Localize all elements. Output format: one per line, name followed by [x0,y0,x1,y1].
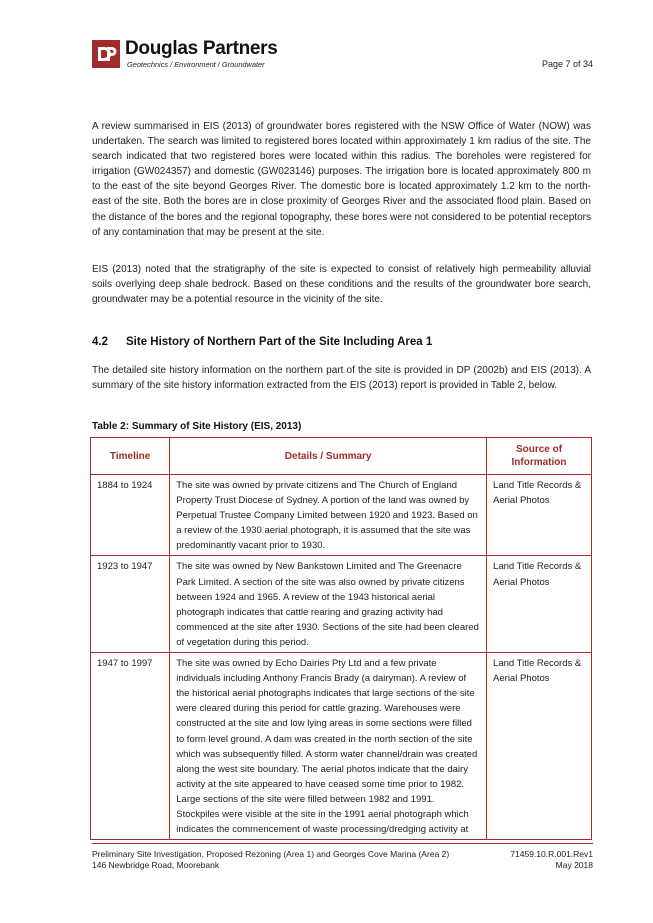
site-history-table [90,437,592,840]
groundwater-bores-paragraph: A review summarised in EIS (2013) of groundwater bores registered with the NSW Office of Water (NOW) was undertaken. The search was limited to registered bores located within approximately 1 km radius of the site. The search indicated that two registered bores were located within this radius. The boreholes were registered for irrigation (GW024357) and domestic (GW023146) purposes. The irrigation bore is located approximately 800 m to the east of the site beyond Georges River. The domestic bore is located approximately 1.2 km to the north-east of the site. Both the bores are in close proximity of Georges River and the associated flood plain. Based on the distance of the bores and the regional topography, these bores were not considered to be potential receptors of any contamination that may be present at the site. [92,121,591,238]
footer-report-number: 71459.10.R.001.Rev1 [510,849,593,859]
company-name: Douglas Partners [125,38,278,59]
footer-right [510,849,593,871]
section-title: Site History of Northern Part of the Site Including Area 1 [126,336,433,348]
company-tagline: Geotechnics / Environment / Groundwater [127,60,265,69]
timeline-cell: 1947 to 1997 [91,653,170,840]
page-number: Page 7 of 34 [541,59,593,69]
timeline-cell: 1923 to 1947 [91,556,170,653]
table-header-row [91,438,592,475]
douglas-partners-logo-icon [92,40,120,68]
table-row [91,475,592,556]
footer-report-title: Preliminary Site Investigation, Proposed Rezoning (Area 1) and Georges Cove Marina (Area 2) [92,849,450,859]
column-header-source: Source of Information [487,438,592,475]
footer-date: May 2018 [555,860,593,870]
timeline-cell: 1884 to 1924 [91,475,170,556]
details-cell: The site was owned by New Bankstown Limited and The Greenacre Park Limited. A section of the site was also owned by private citizens between 1924 and 1965. A review of the 1943 historical aerial photograph indicates that cattle rearing and grazing activity had commenced at the site after 1930. Sections of the site had been cleared of vegetation during this period. [170,556,487,653]
column-header-timeline: Timeline [91,438,170,475]
source-cell: Land Title Records & Aerial Photos [487,556,592,653]
stratigraphy-paragraph: EIS (2013) noted that the stratigraphy of the site is expected to consist of relatively high permeability alluvial soils overlying deep shale bedrock. Based on these conditions and the results of the groundwater bore search, groundwater may be a potential resource in the vicinity of the site. [92,264,591,306]
section-heading [92,336,432,348]
footer-divider [92,843,593,844]
footer-left [92,849,449,871]
site-history-intro-paragraph: The detailed site history information on the northern part of the site is provided in DP (2002b) and EIS (2013). A summary of the site history information extracted from the EIS (2013) report is provided in Table 2, below. [92,365,591,392]
table-caption: Table 2: Summary of Site History (EIS, 2013) [92,421,302,432]
table-row [91,653,592,840]
details-cell: The site was owned by private citizens and The Church of England Property Trust Diocese of Sydney. A portion of the land was owned by Perpetual Trustee Company Limited between 1920 and 1923. Based on a review of the 1930 aerial photograph, it is assumed that the site was predominantly vacant prior to 1930. [170,475,487,556]
table-row [91,556,592,653]
source-cell: Land Title Records & Aerial Photos [487,653,592,840]
footer-address: 146 Newbridge Road, Moorebank [92,860,220,870]
section-number: 4.2 [92,336,108,348]
company-logo [92,39,302,71]
column-header-details: Details / Summary [170,438,487,475]
source-cell: Land Title Records & Aerial Photos [487,475,592,556]
details-cell: The site was owned by Echo Dairies Pty Ltd and a few private individuals including Anthony Francis Brady (a dairyman). A review of the historical aerial photographs indicates that large sections of the site were cleared during this period for cattle grazing. Warehouses were constructed at the site and low lying areas in some sections were filled to form level ground. A dam was created in the north section of the site which was subsequently filled. A storm water channel/drain was created along the west site boundary. The aerial photos indicate that the dairy activity at the site appeared to have ceased some time prior to 1982. Large sections of the site were filled between 1982 and 1991. Stockpiles were visible at the site in the 1991 aerial photograph which indicates the commencement of waste processing/dredging activity at [170,653,487,840]
